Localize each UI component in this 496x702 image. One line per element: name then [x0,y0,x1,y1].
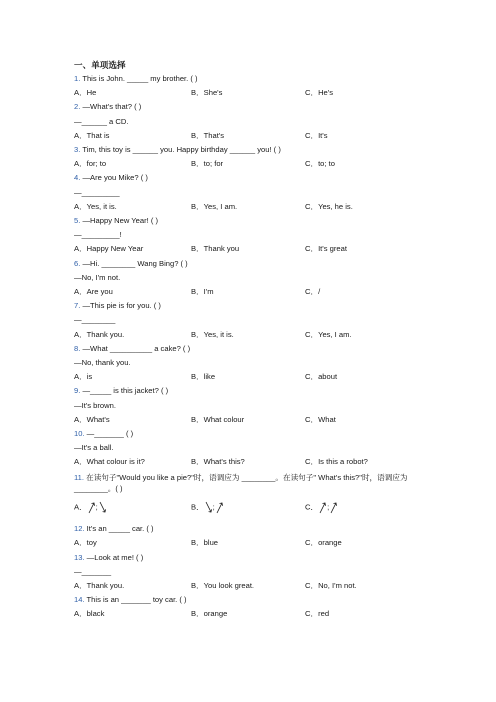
option-label: B．orange [191,609,228,619]
answer-line: —______ a CD. [74,116,129,126]
question-stem: 在读句子"Would you like a pie?"时，语调应为 ________。在读句子" What's this?"时，语调应为________。( ) [74,472,408,493]
option-c[interactable] [305,244,347,254]
question-10 [74,429,133,439]
option-c[interactable] [305,202,353,212]
option-a[interactable] [74,415,110,425]
down-arrow-icon [95,501,107,514]
answer-line: —________ [74,315,116,325]
option-c[interactable] [305,131,328,141]
question-number: 12. [74,524,85,534]
option-a[interactable] [74,287,113,297]
option-a[interactable] [74,244,143,254]
question-stem: —What __________ a cake? ( ) [80,343,191,353]
question-number: 8. [74,343,81,353]
answer-line: —It's brown. [74,400,116,410]
option-label: B．What's this? [191,457,245,467]
option-label: C．It's great [305,244,347,254]
question-number: 7. [74,301,81,311]
option-a[interactable] [74,581,124,591]
option-label: C．to; to [305,159,335,169]
option-label: C．Is this a robot? [305,457,368,467]
option-b[interactable] [191,538,218,548]
question-3 [74,145,281,155]
up-arrow-icon [87,501,96,514]
option-b[interactable] [191,609,227,619]
option-a[interactable] [74,88,96,98]
option-b[interactable] [191,88,222,98]
option-label: A．Yes, it is. [74,201,117,211]
question-number: 10. [74,429,85,438]
section-title: 一、单项选择 [74,60,126,70]
answer-line: —_________! [74,230,122,240]
question-8 [74,344,190,354]
question-1 [74,74,198,84]
option-a[interactable] [74,538,97,548]
option-label: A．He [74,88,97,98]
question-13 [74,553,143,563]
option-label: B．She's [191,88,223,98]
question-number: 11. [74,472,84,482]
option-label: C．red [305,609,330,619]
option-a[interactable] [74,159,106,169]
option-label: B．I'm [191,287,214,296]
option-c[interactable] [305,457,368,467]
option-label: A．Thank you. [74,329,125,339]
option-c[interactable] [305,415,336,425]
option-label: C．Yes, he is. [305,201,353,211]
option-b[interactable] [191,202,237,212]
option-label: B．blue [191,538,219,548]
separator: ; [212,502,215,512]
option-a[interactable] [74,457,145,467]
option-label: A．What's [74,414,110,424]
question-number: 4. [74,173,81,183]
question-5 [74,216,158,226]
option-label: C． [305,502,319,512]
option-label: A．is [74,372,93,382]
down-arrow-icon [204,501,213,514]
option-b[interactable] [191,287,214,297]
option-label: A．What colour is it? [74,457,145,467]
question-14 [74,595,187,605]
question-stem: This is an _______ toy car. ( ) [84,595,187,605]
question-11 [74,472,430,494]
option-b[interactable] [191,415,244,425]
question-9 [74,386,168,396]
option-c[interactable] [305,287,320,297]
option-b[interactable] [191,501,224,514]
question-number: 13. [74,552,85,562]
question-12 [74,524,154,534]
option-c[interactable] [305,330,352,340]
question-7 [74,301,161,311]
option-label: C．Yes, I am. [305,329,352,339]
option-c[interactable] [305,538,342,548]
option-label: A． [74,502,87,512]
option-c[interactable] [305,609,329,619]
option-label: B．What colour [191,414,245,424]
option-c[interactable] [305,501,338,514]
question-stem: —Hi. ________ Wang Bing? ( ) [80,258,188,268]
question-stem: —Happy New Year! ( ) [80,216,159,225]
option-a[interactable] [74,372,92,382]
answer-line: —_______ [74,566,112,576]
option-a[interactable] [74,609,104,619]
option-label: A．black [74,609,105,619]
separator: ; [327,502,330,512]
question-2 [74,102,141,112]
answer-line: —No, thank you. [74,358,131,367]
option-a[interactable] [74,330,124,340]
question-stem: —Look at me! ( ) [84,552,144,562]
question-stem: It's an _____ car. ( ) [84,524,154,534]
option-label: C．about [305,372,338,382]
question-4 [74,173,148,183]
up-arrow-icon [212,501,224,514]
answer-line: —_________ [74,187,120,197]
option-label: C．What [305,414,336,424]
option-label: B．Yes, it is. [191,329,234,339]
option-a[interactable] [74,131,109,141]
question-stem: —This pie is for you. ( ) [80,301,161,311]
question-stem: Tim, this toy is ______ you. Happy birthday ______ you! ( ) [80,145,281,154]
option-c[interactable] [305,581,357,591]
option-b[interactable] [191,457,245,467]
option-c[interactable] [305,88,333,98]
option-a[interactable] [74,202,117,212]
option-b[interactable] [191,131,224,141]
question-number: 1. [74,74,81,83]
separator: ; [95,502,98,512]
option-b[interactable] [191,581,254,591]
up-arrow-icon [318,501,330,514]
option-label: B． [191,502,204,512]
option-label: A．That is [74,130,110,140]
option-b[interactable] [191,372,215,382]
option-label: A．Thank you. [74,580,125,590]
option-b[interactable] [191,244,239,254]
option-label: B．That's [191,130,225,140]
answer-line: —No, I'm not. [74,272,121,282]
question-stem: —What's that? ( ) [80,102,142,112]
option-label: B．to; for [191,159,224,169]
option-label: B．You look great. [191,580,255,590]
question-number: 2. [74,102,81,112]
question-number: 5. [74,216,81,225]
option-label: C．It's [305,130,328,140]
option-b[interactable] [191,159,223,169]
question-stem: This is John. _____ my brother. ( ) [80,74,198,83]
question-stem: —Are you Mike? ( ) [80,173,148,183]
question-6 [74,259,188,269]
option-a[interactable] [74,501,107,514]
question-number: 6. [74,258,81,268]
option-label: B．Yes, I am. [191,201,238,211]
option-label: C．He's [305,88,334,98]
option-label: A．for; to [74,159,107,169]
question-number: 3. [74,145,81,154]
up-arrow-icon [329,501,338,514]
question-stem: —_____ is this jacket? ( ) [80,386,169,396]
option-b[interactable] [191,330,234,340]
option-c[interactable] [305,159,335,169]
option-label: A．Are you [74,287,113,296]
answer-line: —It's a ball. [74,443,114,453]
option-label: C．/ [305,287,321,296]
option-c[interactable] [305,372,337,382]
option-label: A．toy [74,538,97,548]
question-number: 14. [74,595,85,605]
option-label: C．No, I'm not. [305,580,357,590]
question-stem: —_______ ( ) [84,429,134,438]
option-label: C．orange [305,538,342,548]
option-label: A．Happy New Year [74,244,144,254]
option-label: B．like [191,372,216,382]
question-number: 9. [74,386,81,396]
option-label: B．Thank you [191,244,240,254]
